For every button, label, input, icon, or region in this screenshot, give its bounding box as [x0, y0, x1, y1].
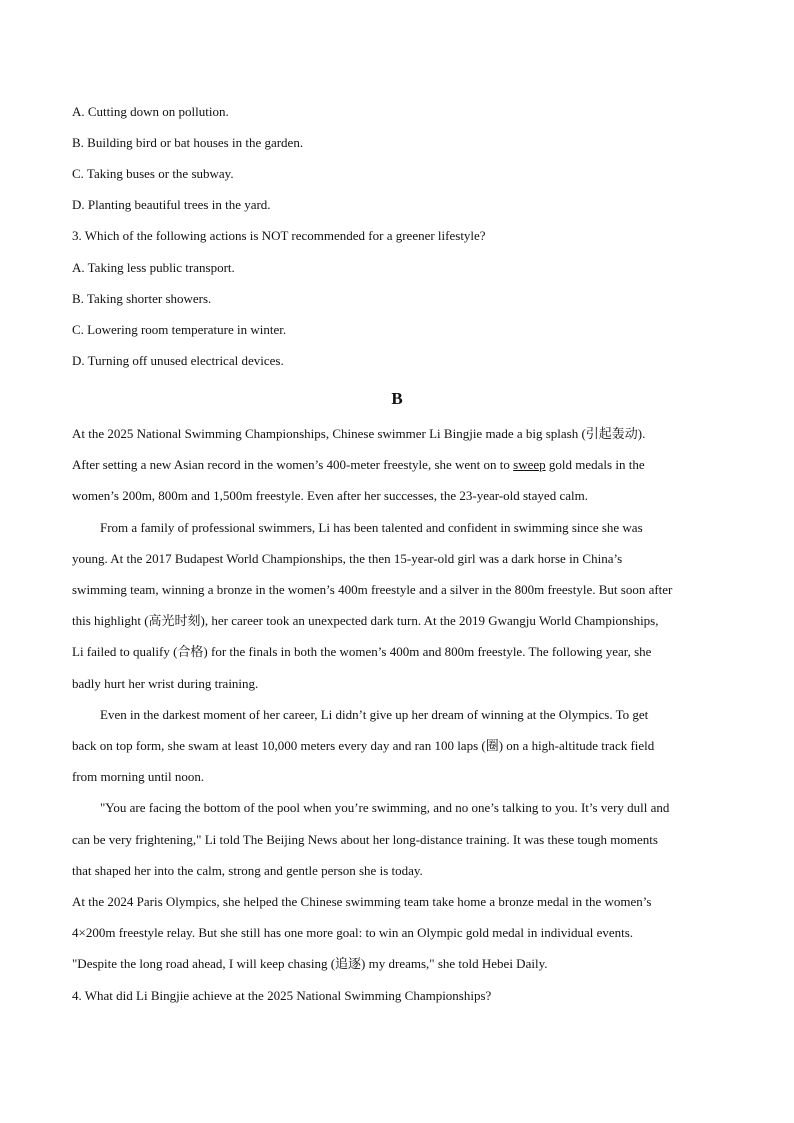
q3-option-a: A. Taking less public transport.: [72, 260, 235, 275]
p4-line-2: can be very frightening," Li told The Beijing News about her long-distance training. It was these tough moments: [72, 832, 658, 847]
q2-option-b: B. Building bird or bat houses in the garden.: [72, 135, 304, 150]
p5-line-3: "Despite the long road ahead, I will keep chasing (追逐) my dreams," she told Hebei Daily.: [72, 956, 548, 971]
p2-line-6: badly hurt her wrist during training.: [72, 676, 259, 691]
p1-line-2: [72, 456, 724, 474]
q3-option-c: C. Lowering room temperature in winter.: [72, 322, 287, 337]
p5-line-1: At the 2024 Paris Olympics, she helped the Chinese swimming team take home a bronze medal in the women’s: [72, 894, 652, 909]
q3-option-d: D. Turning off unused electrical devices.: [72, 353, 284, 368]
p1-line-2-after: gold medals in the: [545, 457, 645, 472]
q4-stem: 4. What did Li Bingjie achieve at the 2025 National Swimming Championships?: [72, 988, 492, 1003]
p3-line-2: back on top form, she swam at least 10,000 meters every day and ran 100 laps (圈) on a high-altitude track field: [72, 738, 655, 753]
p2-line-1: From a family of professional swimmers, Li has been talented and confident in swimming since she was: [100, 520, 643, 535]
p1-line-1: At the 2025 National Swimming Championships, Chinese swimmer Li Bingjie made a big splash (引起轰动).: [72, 426, 646, 441]
p1-line-3: women’s 200m, 800m and 1,500m freestyle. Even after her successes, the 23-year-old stayed calm.: [72, 488, 588, 503]
q2-option-a: A. Cutting down on pollution.: [72, 104, 229, 119]
q3-option-b: B. Taking shorter showers.: [72, 291, 212, 306]
p2-line-3: swimming team, winning a bronze in the women’s 400m freestyle and a silver in the 800m freestyle. But soon after: [72, 582, 673, 597]
p3-line-1: Even in the darkest moment of her career, Li didn’t give up her dream of winning at the Olympics. To get: [100, 707, 649, 722]
p2-line-2: young. At the 2017 Budapest World Championships, the then 15-year-old girl was a dark horse in China’s: [72, 551, 623, 566]
p2-line-5: Li failed to qualify (合格) for the finals in both the women’s 400m and 800m freestyle. The following year, she: [72, 644, 652, 659]
q3-stem: 3. Which of the following actions is NOT recommended for a greener lifestyle?: [72, 228, 486, 243]
p4-line-3: that shaped her into the calm, strong and gentle person she is today.: [72, 863, 423, 878]
q2-option-d: D. Planting beautiful trees in the yard.: [72, 197, 271, 212]
p2-line-4: this highlight (高光时刻), her career took an unexpected dark turn. At the 2019 Gwangju World Championships,: [72, 613, 659, 628]
p4-line-1: "You are facing the bottom of the pool when you’re swimming, and no one’s talking to you. It’s very dull and: [100, 800, 670, 815]
p3-line-3: from morning until noon.: [72, 769, 205, 784]
section-title: B: [391, 389, 403, 408]
p1-line-2-before: After setting a new Asian record in the women’s 400-meter freestyle, she went on to: [72, 457, 514, 472]
p5-line-2: 4×200m freestyle relay. But she still has one more goal: to win an Olympic gold medal in individual events.: [72, 925, 634, 940]
underlined-word: sweep: [513, 457, 546, 472]
q2-option-c: C. Taking buses or the subway.: [72, 166, 234, 181]
